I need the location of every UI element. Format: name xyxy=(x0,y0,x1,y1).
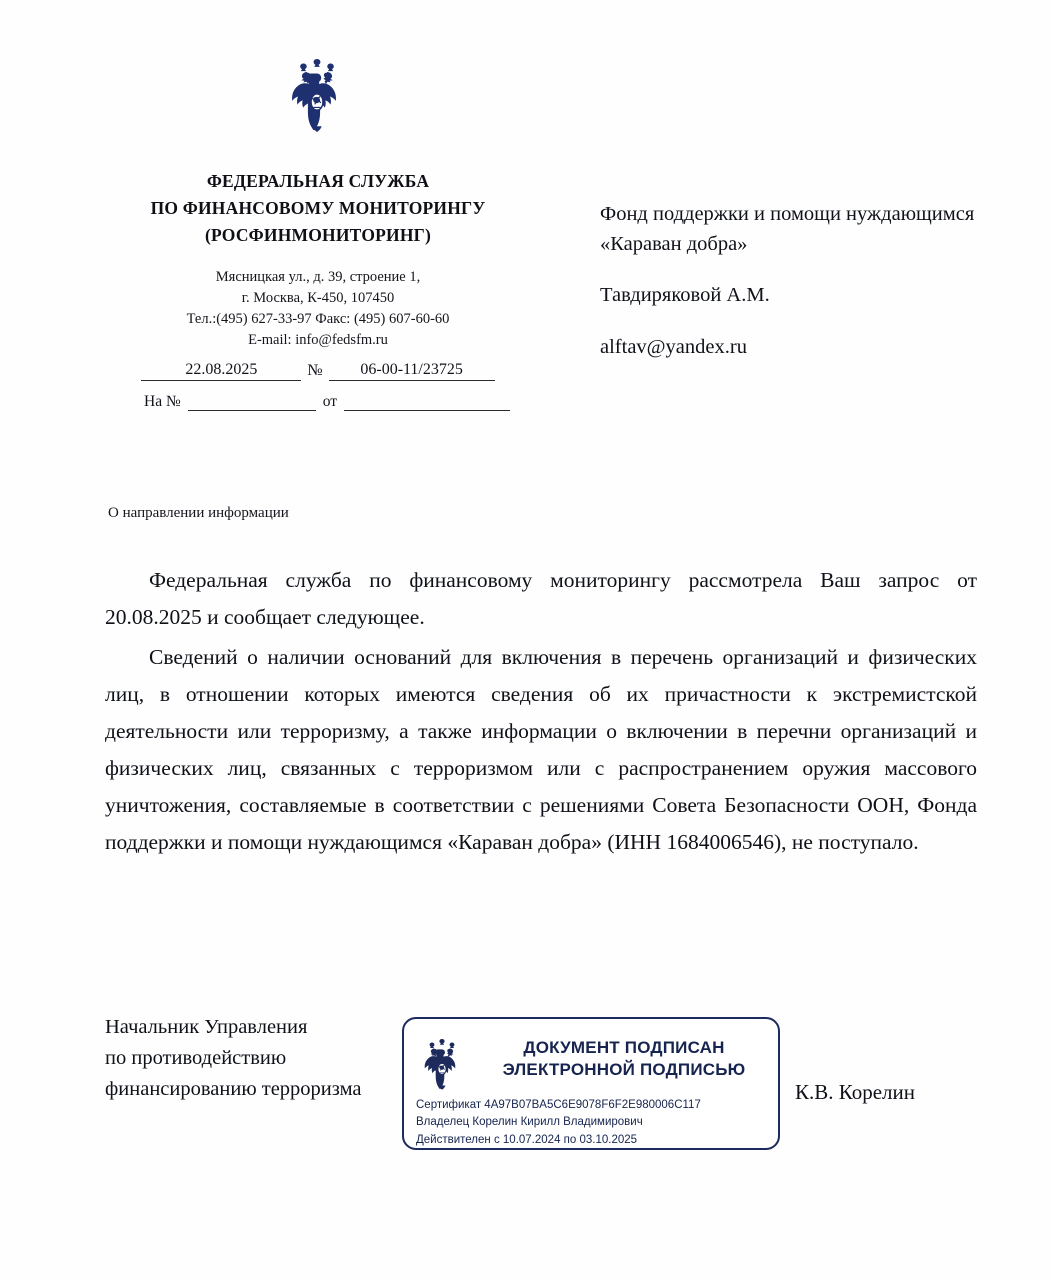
body-paragraph-2: Сведений о наличии оснований для включения в перечень организаций и физических лиц, в отношении которых имеются сведения об их причастности к экстремистской деятельности или терроризму, а также информации о включении в перечни организаций и физических лиц, связанных с терроризмом или с распространением оружия массового уничтожения, составляемые в соответствии с решениями Совета Безопасности ООН, Фонда поддержки и помощи нуждающимся «Караван добра» (ИНН 1684006546), не поступало. xyxy=(105,644,977,854)
body-paragraph-1: Федеральная служба по финансовому мониторингу рассмотрела Ваш запрос от 20.08.2025 и сообщает следующее. xyxy=(105,568,977,629)
agency-title-line-3: (РОСФИНМОНИТОРИНГ) xyxy=(204,225,432,246)
agency-title xyxy=(108,168,528,249)
letterhead xyxy=(108,168,528,411)
addressee-organization: Фонд поддержки и помощи нуждающимся «Караван добра» xyxy=(600,203,975,255)
stamp-certificate-line: Сертификат 4A97B07BA5C6E9078F6F2E980006C117 xyxy=(416,1099,701,1111)
addressee-block xyxy=(600,200,1000,363)
phone-fax-line: Тел.:(495) 627-33-97 Факс: (495) 607-60-60 xyxy=(186,311,450,328)
date-number-row xyxy=(108,361,528,381)
agency-title-line-1: ФЕДЕРАЛЬНАЯ СЛУЖБА xyxy=(206,171,430,191)
document-date: 22.08.2025 xyxy=(141,361,301,381)
stamp-details xyxy=(416,1097,774,1149)
from-date-blank xyxy=(344,396,510,411)
document-number: 06-00-11/23725 xyxy=(329,361,495,381)
document-body xyxy=(105,562,977,864)
addressee-person: Тавдиряковой А.М. xyxy=(600,284,770,307)
stamp-owner-line: Владелец Корелин Кирилл Владимирович xyxy=(416,1116,643,1129)
address-line-1: Мясницкая ул., д. 39, строение 1, xyxy=(215,269,421,286)
incoming-number-label: На № xyxy=(144,393,181,411)
stamp-validity-line: Действителен с 10.07.2024 по 03.10.2025 xyxy=(416,1133,638,1146)
subject-line: О направлении информации xyxy=(108,505,289,521)
addressee-email: alftav@yandex.ru xyxy=(600,336,747,359)
number-label: № xyxy=(307,362,323,380)
reference-row xyxy=(108,393,528,411)
signatory-position xyxy=(105,1012,435,1105)
stamp-title-line-2: ЭЛЕКТРОННОЙ ПОДПИСЬЮ xyxy=(502,1060,746,1080)
signatory-name: К.В. Корелин xyxy=(795,1080,916,1104)
russian-double-headed-eagle-emblem xyxy=(283,56,351,134)
email-line: E-mail: info@fedsfm.ru xyxy=(248,332,388,349)
agency-contact-block xyxy=(108,267,528,351)
stamp-title-line-1: ДОКУМЕНТ ПОДПИСАН xyxy=(523,1038,725,1057)
stamp-title xyxy=(476,1037,772,1082)
stamp-eagle-icon xyxy=(418,1037,466,1091)
signatory-position-line-2: по противодействию xyxy=(105,1047,287,1070)
electronic-signature-stamp xyxy=(402,1017,780,1150)
incoming-number-blank xyxy=(188,396,316,411)
signatory-position-line-3: финансированию терроризма xyxy=(105,1078,362,1101)
agency-title-line-2: ПО ФИНАНСОВОМУ МОНИТОРИНГУ xyxy=(150,198,486,219)
from-date-label: от xyxy=(322,393,338,411)
signatory-position-line-1: Начальник Управления xyxy=(105,1016,308,1038)
address-line-2: г. Москва, К-450, 107450 xyxy=(241,290,395,307)
